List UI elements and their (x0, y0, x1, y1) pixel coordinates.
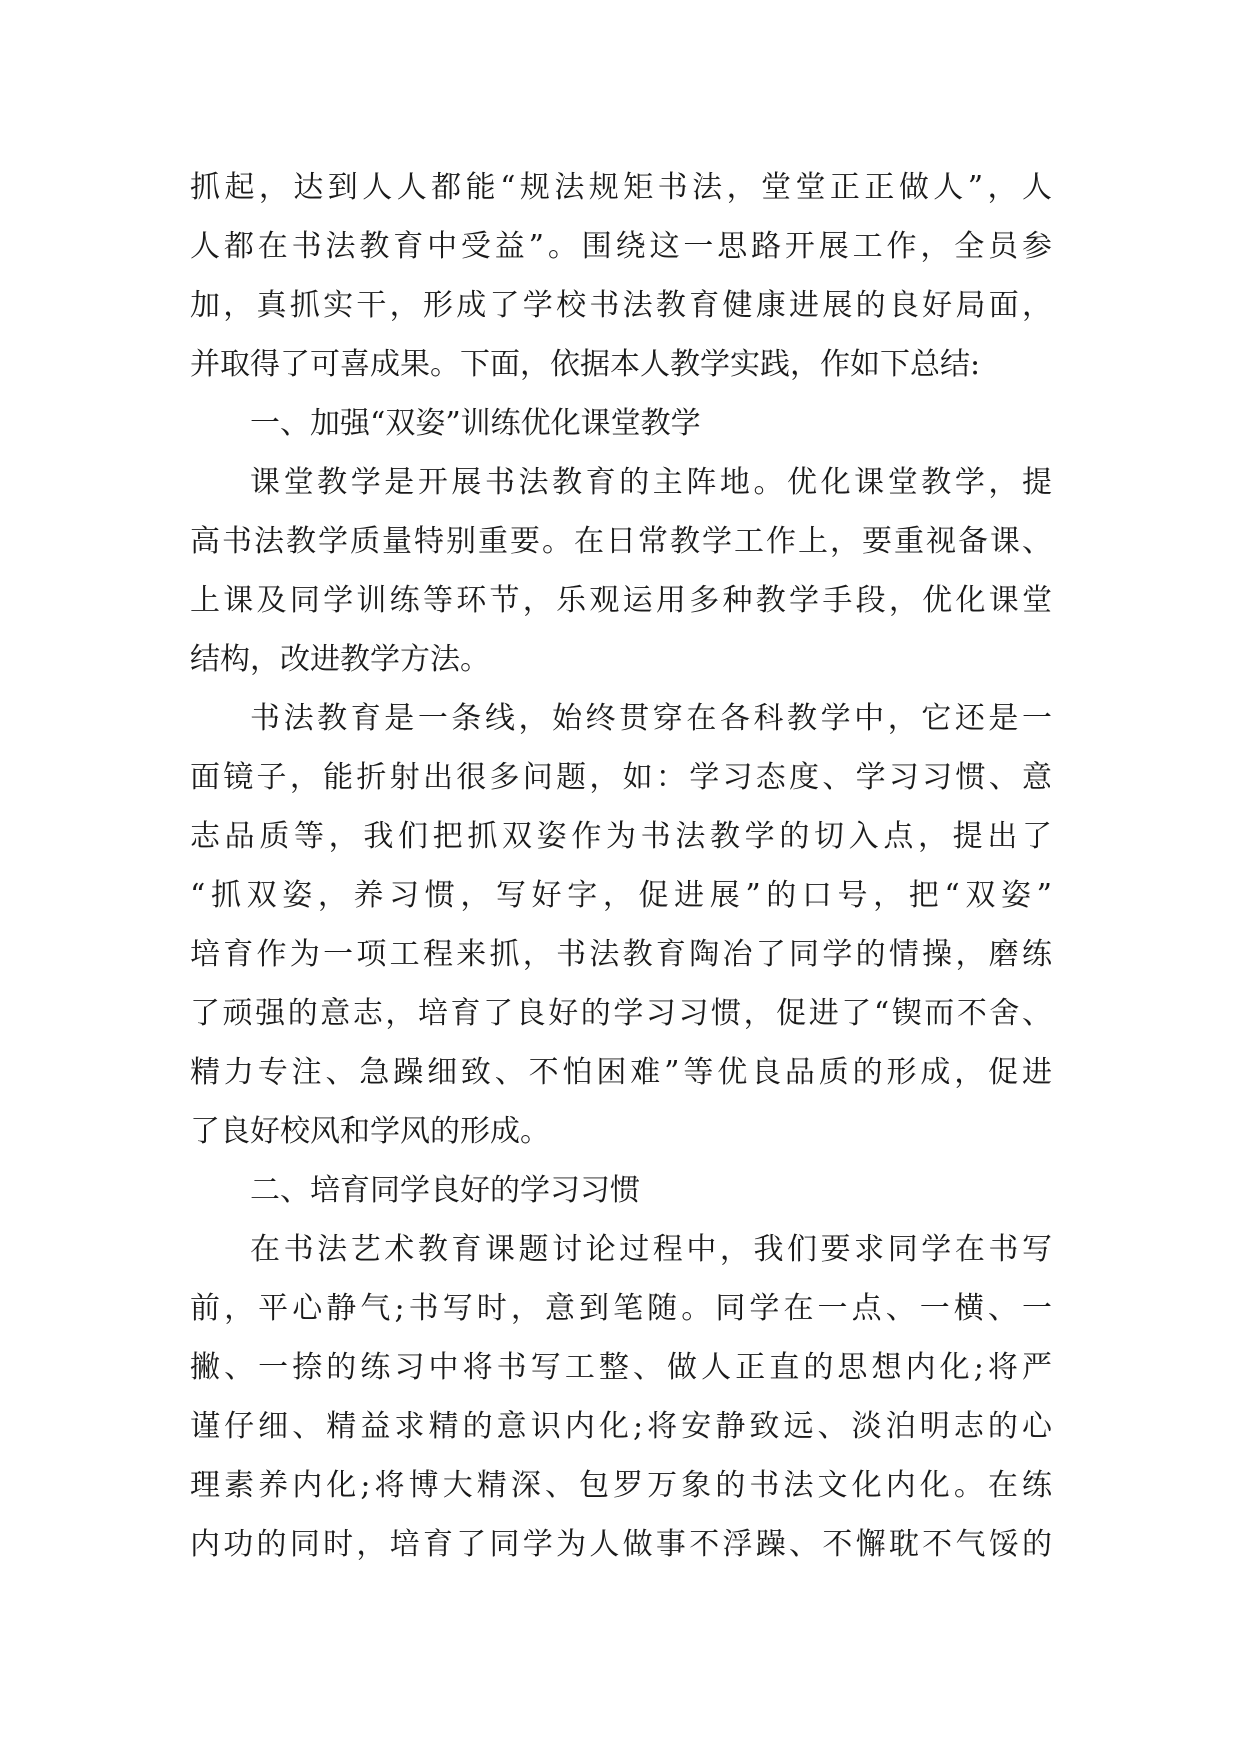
text-line: 内功的同时，培育了同学为人做事不浮躁、不懈耽不气馁的 (190, 1527, 1052, 1562)
text-line: 培育作为一项工程来抓，书法教育陶冶了同学的情操，磨练 (190, 937, 1052, 972)
text-line: 了顽强的意志，培育了良好的学习习惯，促进了“锲而不舍、 (190, 996, 1052, 1031)
paragraph-first-line: 书法教育是一条线，始终贯穿在各科教学中，它还是一 (250, 701, 1052, 736)
text-line: 并取得了可喜成果。下面，依据本人教学实践，作如下总结: (190, 347, 981, 382)
text-line: 理素养内化;将博大精深、包罗万象的书法文化内化。在练 (190, 1468, 1052, 1503)
paragraph-first-line: 课堂教学是开展书法教育的主阵地。优化课堂教学，提 (250, 465, 1052, 500)
text-line: 前，平心静气;书写时，意到笔随。同学在一点、一横、一 (190, 1291, 1052, 1326)
text-line: 上课及同学训练等环节，乐观运用多种教学手段，优化课堂 (190, 583, 1052, 618)
section-heading: 二、培育同学良好的学习习惯 (250, 1173, 640, 1208)
text-line: 谨仔细、精益求精的意识内化;将安静致远、淡泊明志的心 (190, 1409, 1052, 1444)
text-line: 抓起，达到人人都能“规法规矩书法，堂堂正正做人”，人 (190, 170, 1052, 205)
paragraph-first-line: 在书法艺术教育课题讨论过程中，我们要求同学在书写 (250, 1232, 1052, 1267)
text-line: 了良好校风和学风的形成。 (190, 1114, 550, 1149)
section-heading: 一、加强“双姿”训练优化课堂教学 (250, 406, 701, 441)
text-line: 结构，改进教学方法。 (190, 642, 490, 677)
text-line: 高书法教学质量特别重要。在日常教学工作上，要重视备课、 (190, 524, 1052, 559)
text-line: 面镜子，能折射出很多问题，如：学习态度、学习习惯、意 (190, 760, 1052, 795)
text-line: “抓双姿，养习惯，写好字，促进展”的口号，把“双姿” (190, 878, 1052, 913)
text-line: 志品质等，我们把抓双姿作为书法教学的切入点，提出了 (190, 819, 1052, 854)
text-line: 加，真抓实干，形成了学校书法教育健康进展的良好局面， (190, 288, 1052, 323)
text-line: 撇、一捺的练习中将书写工整、做人正直的思想内化;将严 (190, 1350, 1052, 1385)
document-page (190, 158, 1052, 1574)
text-line: 人都在书法教育中受益”。围绕这一思路开展工作，全员参 (190, 229, 1052, 264)
text-line: 精力专注、急躁细致、不怕困难”等优良品质的形成，促进 (190, 1055, 1052, 1090)
